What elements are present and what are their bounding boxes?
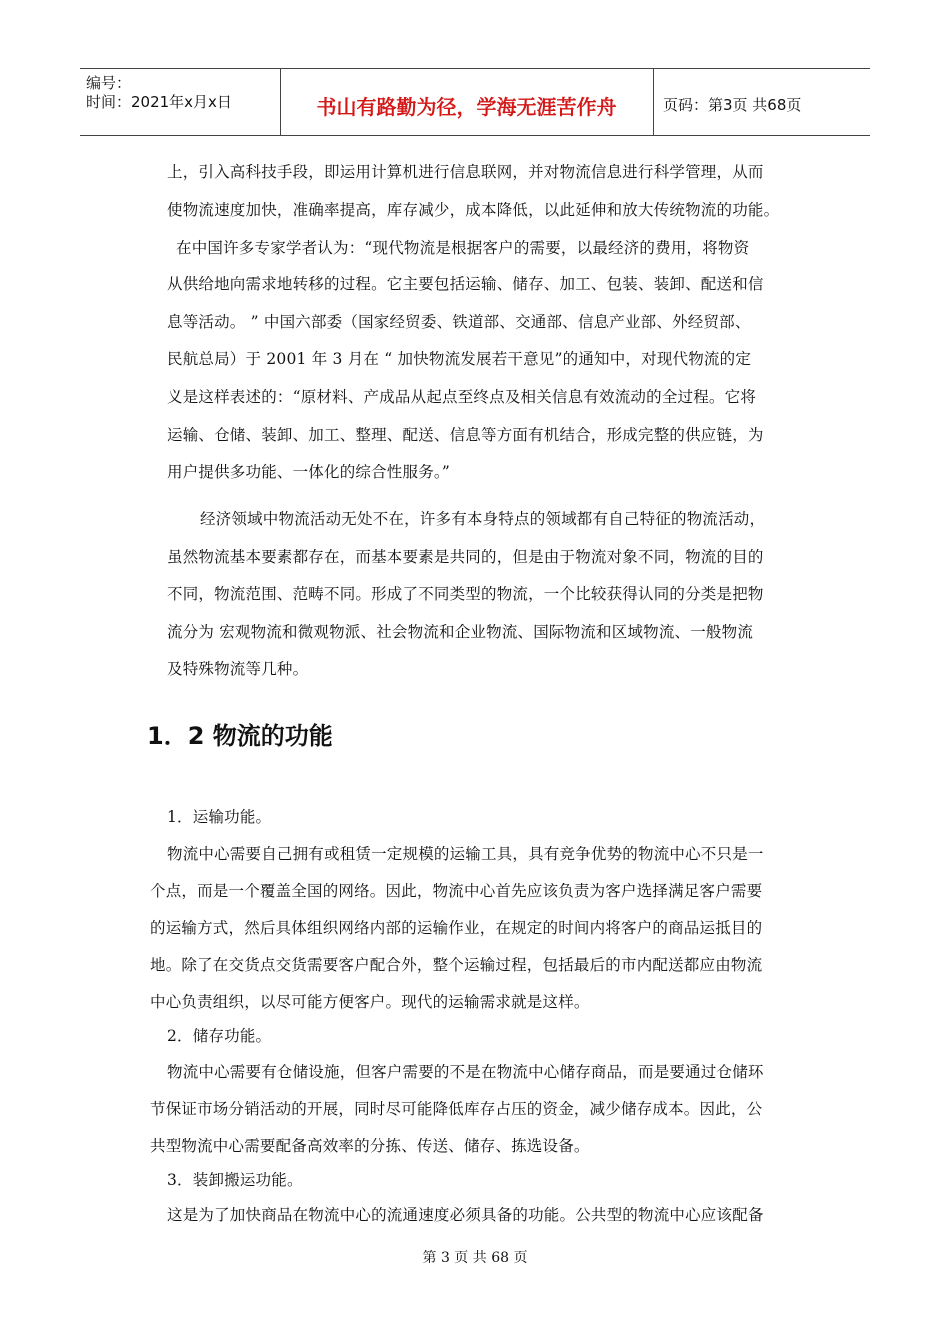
paragraph-line: 及特殊物流等几种。	[167, 660, 309, 678]
page-header	[80, 68, 870, 136]
paragraph-line: 经济领域中物流活动无处不在，许多有本身特点的领域都有自己特征的物流活动，	[200, 510, 766, 528]
section-heading: 1．2 物流的功能	[147, 722, 333, 750]
paragraph-line: 个点，而是一个覆盖全国的网络。因此，物流中心首先应该负责为客户选择满足客户需要	[150, 882, 763, 900]
serial-number-label: 编号：	[86, 74, 132, 92]
paragraph-line: 在中国许多专家学者认为：“现代物流是根据客户的需要，以最经济的费用，将物资	[176, 239, 750, 257]
motto-text: 书山有路勤为径，学海无涯苦作舟	[316, 95, 617, 119]
header-motto-cell	[280, 69, 654, 135]
page-info: 页码：第3页 共68页	[663, 96, 802, 114]
paragraph-line: 义是这样表述的：“原材料、产成品从起点至终点及相关信息有效流动的全过程。它将	[167, 388, 757, 406]
paragraph-line: 从供给地向需求地转移的过程。它主要包括运输、储存、加工、包装、装卸、配送和信	[167, 275, 764, 293]
paragraph-line: 息等活动。 ” 中国六部委（国家经贸委、铁道部、交通部、信息产业部、外经贸部、	[167, 313, 751, 331]
date-label: 时间：2021年x月x日	[86, 93, 232, 111]
paragraph-line: 地。除了在交货点交货需要客户配合外，整个运输过程，包括最后的市内配送都应由物流	[150, 956, 763, 974]
paragraph-line: 共型物流中心需要配备高效率的分拣、传送、储存、拣选设备。	[150, 1137, 590, 1155]
paragraph-line: 不同，物流范围、范畴不同。形成了不同类型的物流，一个比较获得认同的分类是把物	[167, 585, 764, 603]
paragraph-line: 民航总局）于 2001 年 3 月在 “ 加快物流发展若干意见”的通知中，对现代物流的定	[167, 350, 752, 368]
paragraph-line: 的运输方式，然后具体组织网络内部的运输作业，在规定的时间内将客户的商品运抵目的	[150, 919, 763, 937]
header-left-cell	[80, 69, 281, 135]
subsection-title: 3．装卸搬运功能。	[167, 1171, 303, 1189]
paragraph-line: 这是为了加快商品在物流中心的流通速度必须具备的功能。公共型的物流中心应该配备	[167, 1206, 764, 1224]
paragraph-line: 上，引入高科技手段，即运用计算机进行信息联网，并对物流信息进行科学管理，从而	[167, 163, 764, 181]
paragraph-line: 物流中心需要有仓储设施，但客户需要的不是在物流中心储存商品，而是要通过仓储环	[167, 1063, 764, 1081]
paragraph-line: 流分为 宏观物流和微观物派、社会物流和企业物流、国际物流和区域物流、一般物流	[167, 623, 754, 641]
paragraph-line: 使物流速度加快，准确率提高，库存减少，成本降低，以此延伸和放大传统物流的功能。	[167, 201, 780, 219]
subsection-title: 2．储存功能。	[167, 1027, 272, 1045]
paragraph-line: 中心负责组织，以尽可能方便客户。现代的运输需求就是这样。	[150, 993, 590, 1011]
paragraph-line: 虽然物流基本要素都存在，而基本要素是共同的，但是由于物流对象不同，物流的目的	[167, 548, 764, 566]
paragraph-line: 运输、仓储、装卸、加工、整理、配送、信息等方面有机结合，形成完整的供应链，为	[167, 426, 764, 444]
page-footer: 第 3 页 共 68 页	[422, 1250, 528, 1266]
paragraph-line: 物流中心需要自己拥有或租赁一定规模的运输工具，具有竞争优势的物流中心不只是一	[167, 845, 764, 863]
paragraph-line: 用户提供多功能、一体化的综合性服务。”	[167, 463, 450, 481]
header-page-cell	[653, 69, 870, 135]
subsection-title: 1．运输功能。	[167, 808, 272, 826]
paragraph-line: 节保证市场分销活动的开展，同时尽可能降低库存占压的资金，减少储存成本。因此，公	[150, 1100, 763, 1118]
